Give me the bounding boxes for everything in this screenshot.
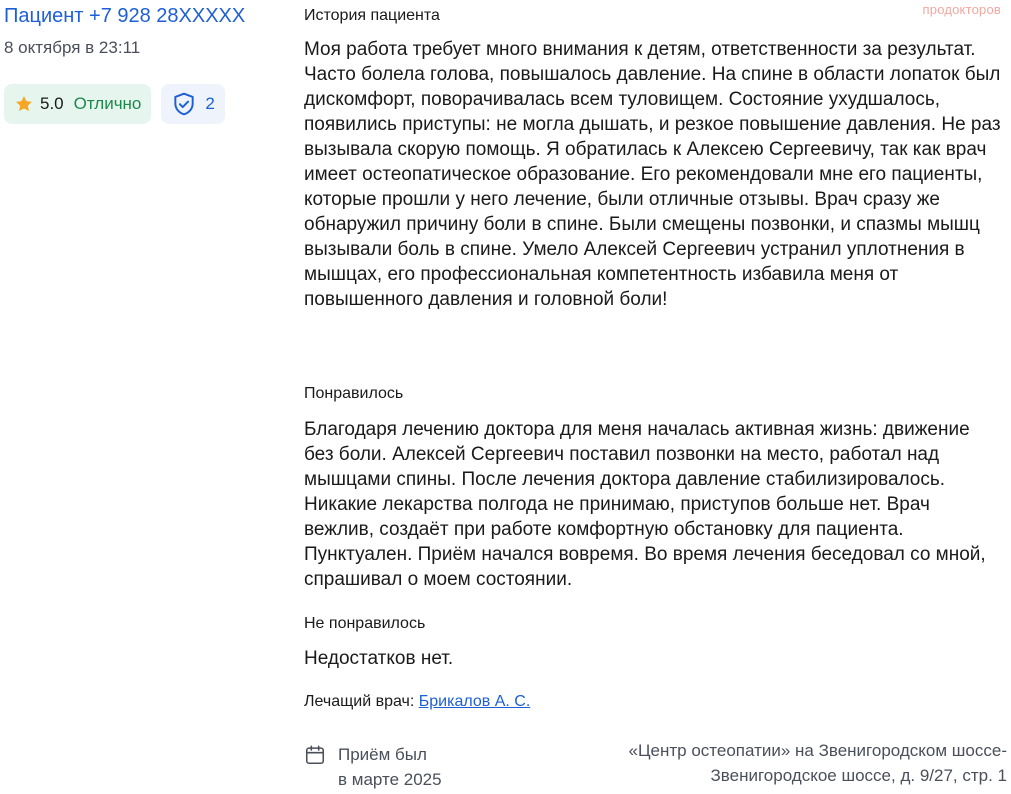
clinic-address bbox=[629, 738, 1008, 788]
rating-badge[interactable] bbox=[4, 84, 151, 124]
visit-info bbox=[304, 742, 442, 792]
patient-name-link[interactable]: Пациент +7 928 28XXXXX bbox=[4, 5, 246, 27]
star-icon bbox=[14, 94, 34, 114]
doctor-name-link[interactable]: Брикалов А. С. bbox=[418, 693, 531, 710]
verify-count: 2 bbox=[205, 94, 215, 113]
verify-badge[interactable] bbox=[161, 84, 224, 124]
rating-value: 5.0 bbox=[40, 94, 64, 113]
disliked-heading: Не понравилось bbox=[304, 615, 426, 632]
treating-doctor bbox=[304, 692, 530, 712]
clinic-line-2: Звенигородское шоссе, д. 9/27, стр. 1 bbox=[710, 766, 1007, 785]
treating-doctor-label: Лечащий врач: bbox=[304, 693, 415, 710]
liked-heading: Понравилось bbox=[304, 385, 404, 402]
liked-text: Благодаря лечению доктора для меня началась активная жизнь: движение без боли. Алексей Сергеевич поставил позвонки на место, работал над мышцами спины. После лечения доктора давление стабилизировалось. Никакие лекарства полгода не принимаю, приступов больше нет. Врач вежлив, создаёт при работе комфортную обстановку для пациента. Пунктуален. Приём начался вовремя. Во время лечения беседовал со мной, спрашивал о моем состоянии. bbox=[304, 419, 986, 590]
review-badges bbox=[4, 84, 225, 124]
calendar-icon bbox=[304, 744, 326, 766]
visit-date bbox=[338, 742, 442, 792]
history-text: Моя работа требует много внимания к детям, ответственности за результат. Часто болела голова, повышалось давление. На спине в области лопаток был дискомфорт, поворачивалась всем туловищем. Состояние ухудшалось, появились приступы: не могла дышать, и резкое повышение давления. Не раз вызывала скорую помощь. Я обратилась к Алексею Сергеевичу, так как врач имеет остеопатическое образование. Его рекомендовали мне его пациенты, которые прошли у него лечение, были отличные отзывы. Врач сразу же обнаружил причину боли в спине. Были смещены позвонки, и спазмы мышц вызывали боль в спине. Умело Алексей Сергеевич устранил уплотнения в мышцах, его профессиональная компетентность избавила меня от повышенного давления и головной боли! bbox=[304, 39, 1001, 310]
shield-check-icon bbox=[171, 91, 197, 117]
disliked-text: Недостатков нет. bbox=[304, 648, 454, 669]
visit-line-2: в марте 2025 bbox=[338, 770, 442, 789]
visit-line-1: Приём был bbox=[338, 745, 427, 764]
rating-word: Отлично bbox=[73, 94, 142, 113]
prodoctorov-logo: продокторов bbox=[922, 2, 1001, 17]
review-author-column bbox=[4, 4, 284, 113]
clinic-line-1: «Центр остеопатии» на Звенигородском шоссе- bbox=[628, 741, 1007, 760]
history-heading: История пациента bbox=[304, 7, 440, 24]
review-date: 8 октября в 23:11 bbox=[4, 38, 141, 57]
